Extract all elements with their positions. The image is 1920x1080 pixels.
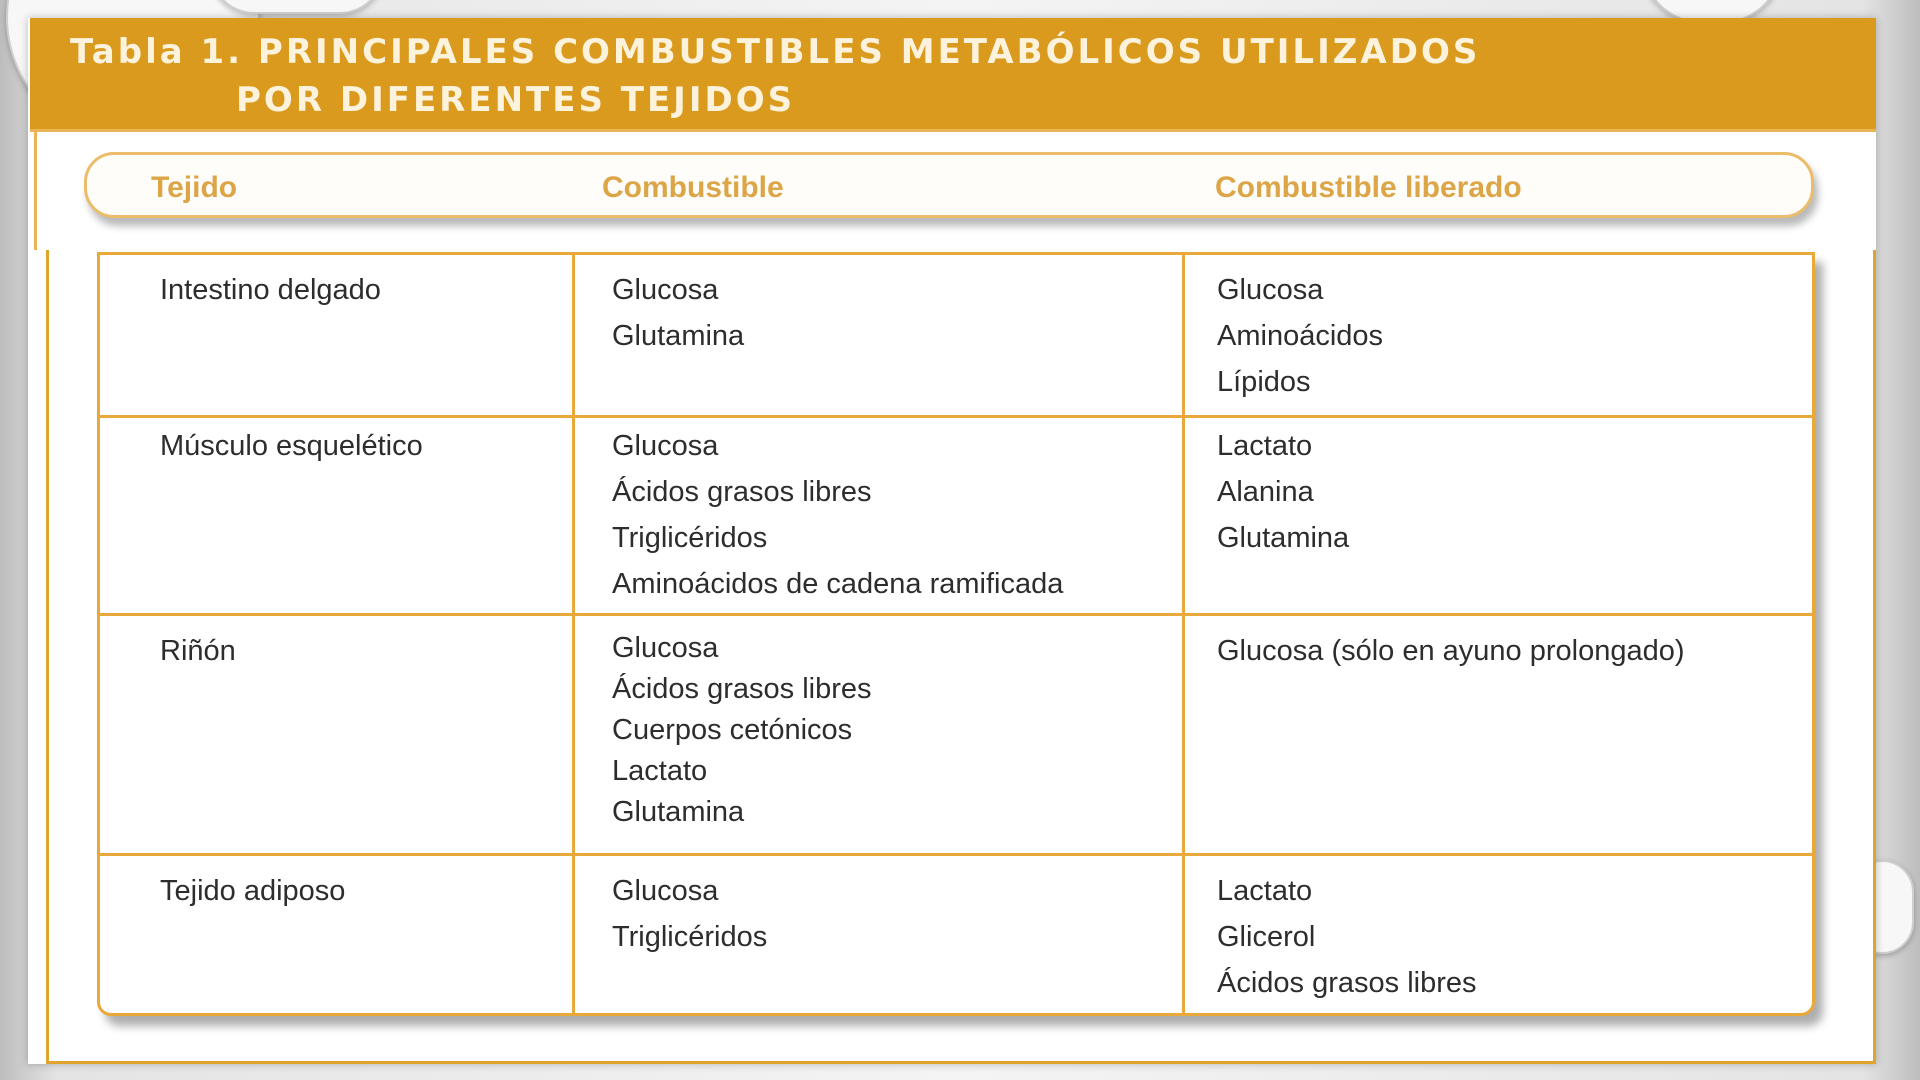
- row-divider: [100, 415, 1812, 418]
- divider: [34, 132, 37, 250]
- cell-combustible-intestino: Glucosa Glutamina: [612, 274, 745, 352]
- cell-liberado-intestino: Glucosa Aminoácidos Lípidos: [1217, 274, 1384, 398]
- cell-liberado-adiposo: Lactato Glicerol Ácidos grasos libres: [1217, 875, 1477, 999]
- column-divider: [1182, 255, 1185, 1013]
- row-divider: [100, 613, 1812, 616]
- cell-tejido-musculo: Músculo esquelético: [160, 430, 423, 462]
- header-combustible-liberado: Combustible liberado: [1215, 171, 1522, 204]
- table-title-line-2: POR DIFERENTES TEJIDOS: [236, 80, 796, 120]
- header-combustible: Combustible: [602, 171, 784, 204]
- table-title-line-1: Tabla 1. PRINCIPALES COMBUSTIBLES METABÓLICOS UTILIZADOS: [70, 32, 1481, 72]
- cell-combustible-adiposo: Glucosa Triglicéridos: [612, 875, 768, 953]
- header-tejido: Tejido: [151, 171, 238, 204]
- table-title-bar: [30, 18, 1876, 132]
- cell-combustible-rinon: Glucosa Ácidos grasos libres Cuerpos cetónicos Lactato Glutamina: [612, 632, 872, 828]
- cell-tejido-rinon: Riñón: [160, 635, 236, 667]
- table-header: [84, 152, 1814, 218]
- cell-tejido-intestino: Intestino delgado: [160, 274, 381, 306]
- cell-tejido-adiposo: Tejido adiposo: [160, 875, 346, 907]
- cell-combustible-musculo: Glucosa Ácidos grasos libres Triglicéridos Aminoácidos de cadena ramificada: [612, 430, 1064, 600]
- cell-liberado-musculo: Lactato Alanina Glutamina: [1217, 430, 1350, 554]
- fuel-table: [97, 252, 1815, 1016]
- row-divider: [100, 853, 1812, 856]
- cell-liberado-rinon: Glucosa (sólo en ayuno prolongado): [1217, 635, 1685, 667]
- column-divider: [572, 255, 575, 1013]
